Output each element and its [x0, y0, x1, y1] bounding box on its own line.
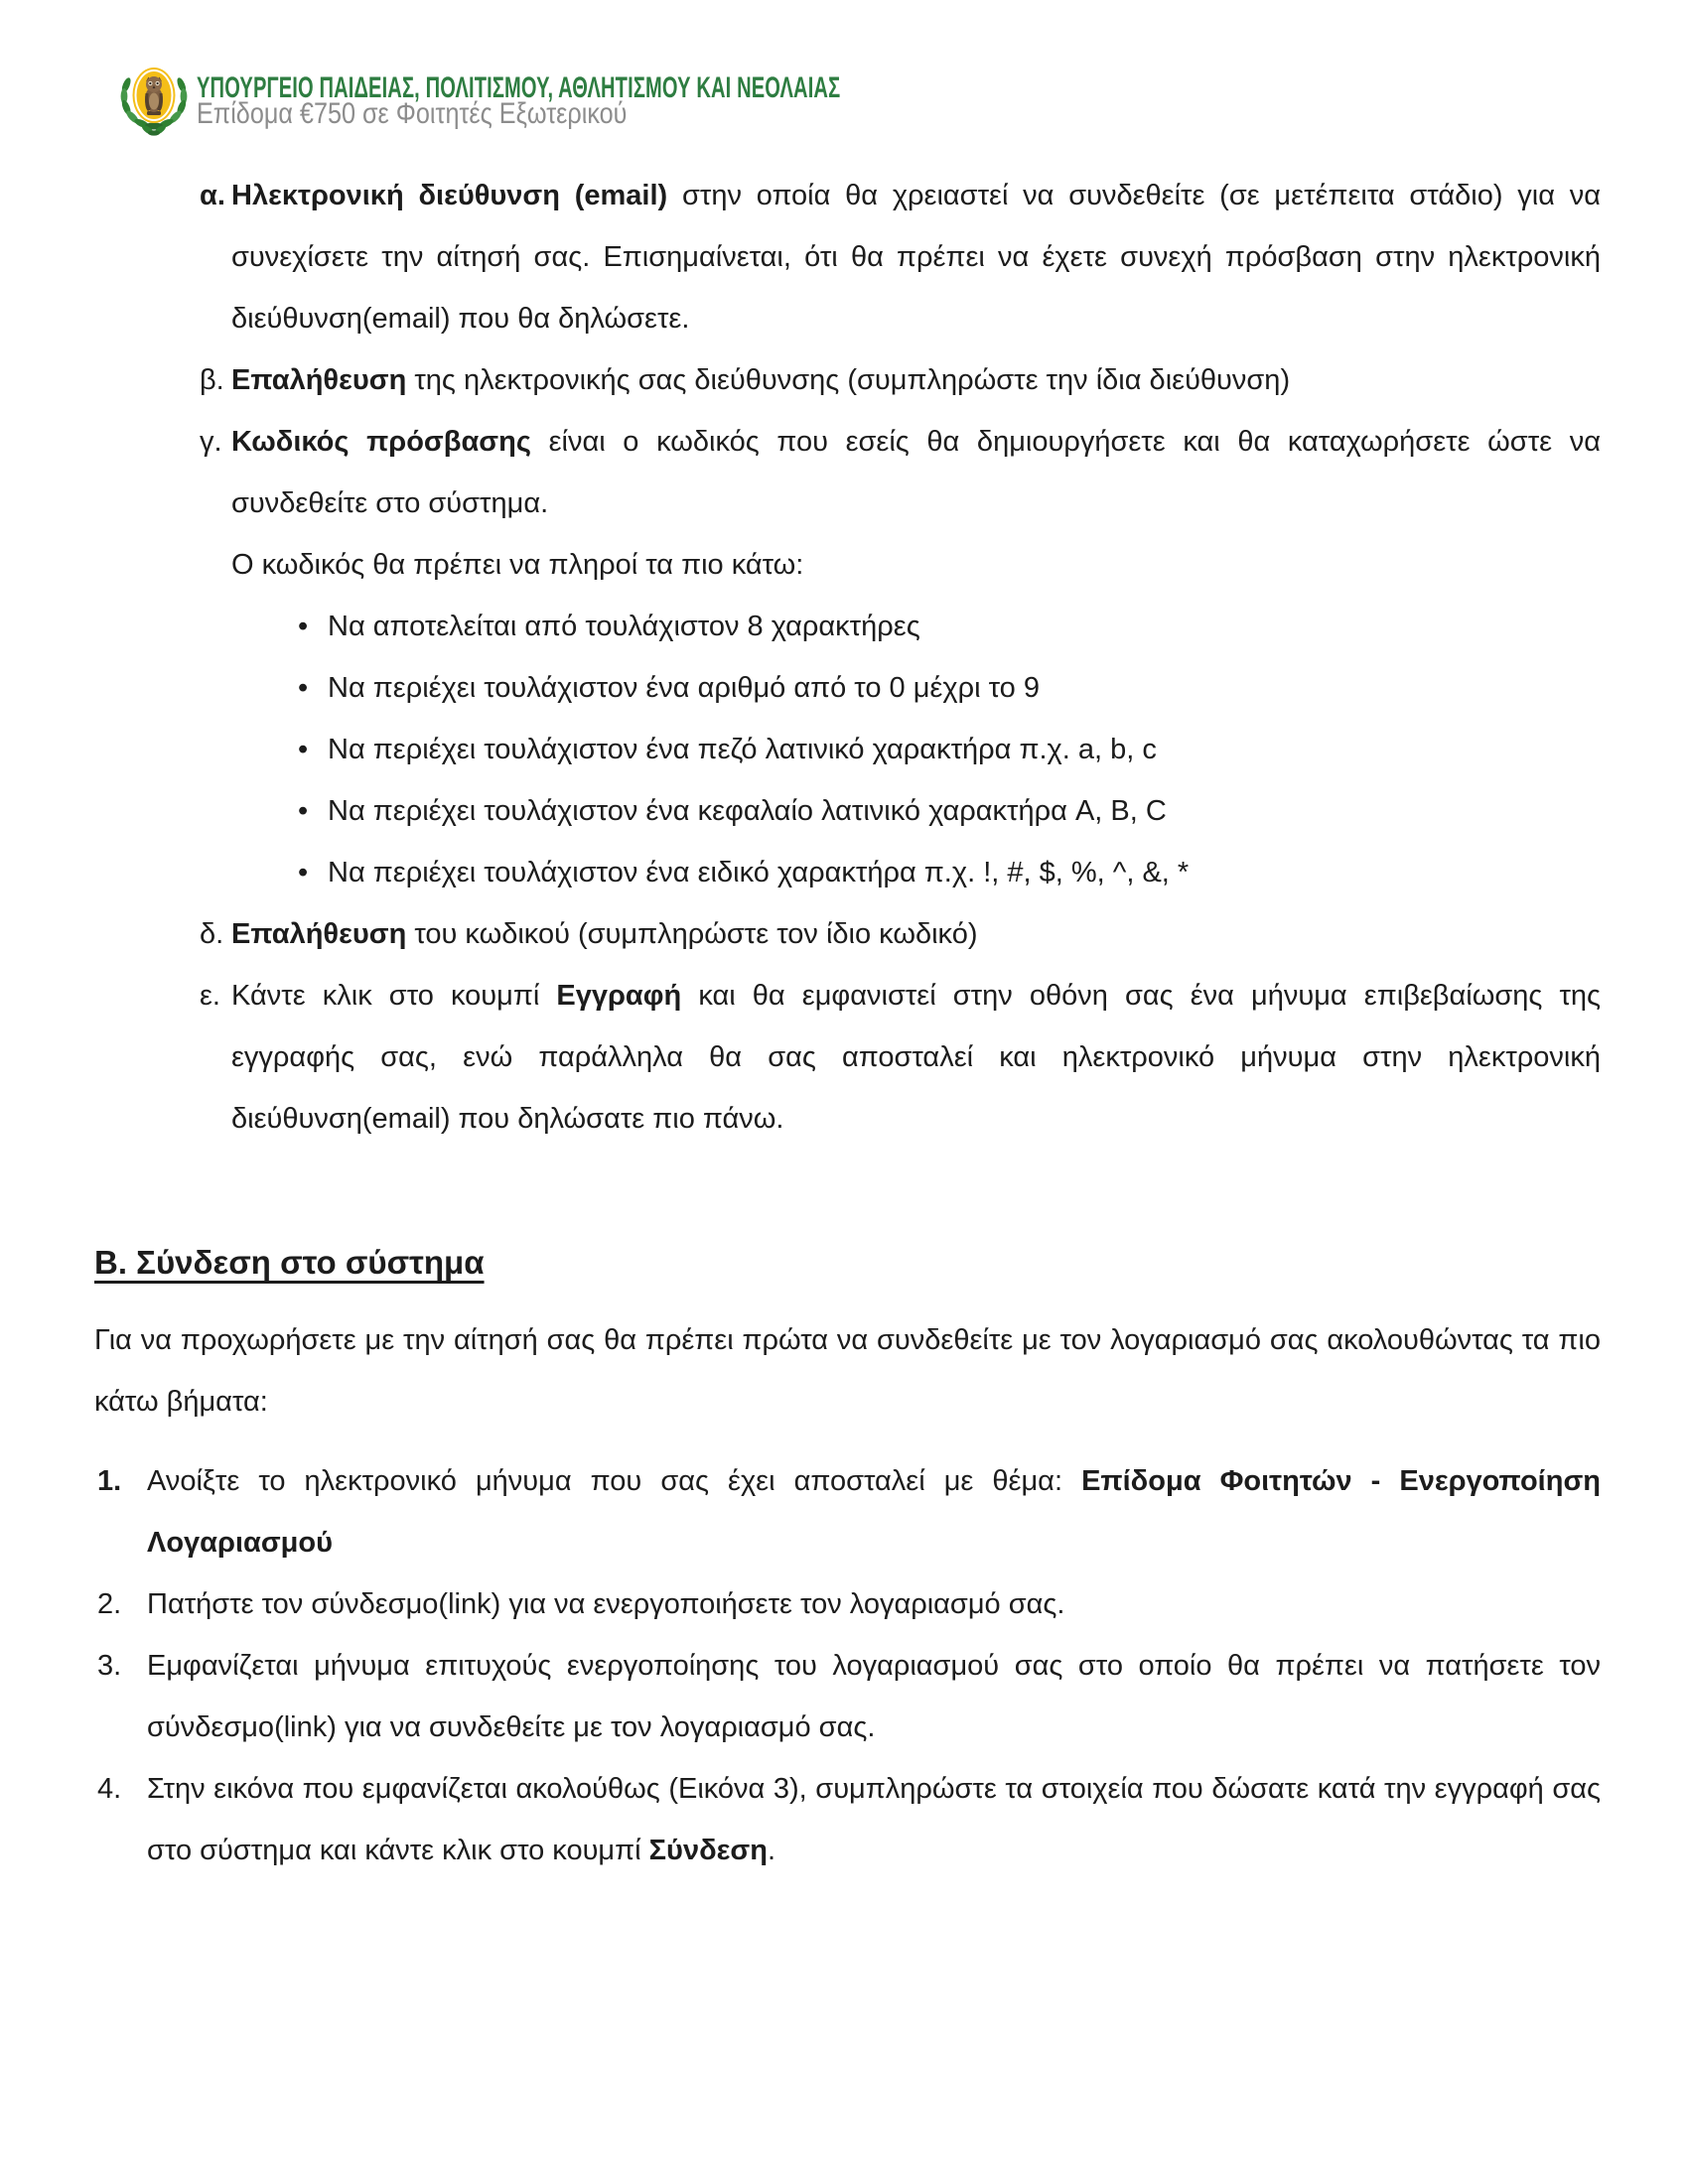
bullet-icon: •	[298, 611, 309, 642]
password-rule-text: Να περιέχει τουλάχιστον ένα ειδικό χαρακτήρα π.χ. !, #, $, %, ^, &, *	[328, 857, 1190, 888]
list-item-gamma	[94, 411, 1601, 534]
login-intro-paragraph: Για να προχωρήσετε με την αίτησή σας θα πρέπει πρώτα να συνδεθείτε με τον λογαριασμό σας ακολουθώντας τα πιο κάτω βήματα:	[94, 1324, 1601, 1418]
list-marker-epsilon: ε.	[200, 980, 220, 1012]
bullet-icon: •	[298, 795, 309, 827]
step-marker-1: 1.	[97, 1465, 122, 1497]
login-step-3	[94, 1635, 1601, 1758]
step-marker-2: 2.	[97, 1588, 122, 1620]
bullet-icon: •	[298, 672, 309, 704]
password-rule-item	[94, 780, 1601, 842]
section-heading-login: Β. Σύνδεση στο σύστημα	[94, 1244, 485, 1281]
bullet-icon: •	[298, 857, 309, 888]
step-marker-4: 4.	[97, 1773, 122, 1805]
password-rule-text: Να περιέχει τουλάχιστον ένα πεζό λατινικό χαρακτήρα π.χ. a, b, c	[328, 734, 1157, 765]
list-item-delta	[94, 903, 1601, 965]
list-item-alpha-text: Ηλεκτρονική διεύθυνση (email) στην οποία θα χρειαστεί να συνδεθείτε (σε μετέπειτα στάδιο) για να συνεχίσετε την αίτησή σας. Επισημαίνεται, ότι θα πρέπει να έχετε συνεχή πρόσβαση στην ηλεκτρονική διεύθυνση(email) που θα δηλώσετε.	[231, 180, 1601, 335]
login-step-1	[94, 1450, 1601, 1573]
list-item-beta-text: Επαλήθευση της ηλεκτρονικής σας διεύθυνσης (συμπληρώστε την ίδια διεύθυνση)	[231, 364, 1291, 396]
login-step-2-text: Πατήστε τον σύνδεσμο(link) για να ενεργοποιήσετε τον λογαριασμό σας.	[147, 1588, 1065, 1620]
list-item-gamma-text: Κωδικός πρόσβασης είναι ο κωδικός που εσείς θα δημιουργήσετε και θα καταχωρήσετε ώστε να συνδεθείτε στο σύστημα.	[231, 426, 1601, 519]
login-step-1-text: Ανοίξτε το ηλεκτρονικό μήνυμα που σας έχει αποσταλεί με θέμα: Επίδομα Φοιτητών - Ενεργοποίηση Λογαριασμού	[147, 1465, 1601, 1559]
list-marker-delta: δ.	[200, 918, 224, 950]
bullet-icon: •	[298, 734, 309, 765]
document-subtitle: Επίδομα €750 σε Φοιτητές Εξωτερικού	[197, 97, 628, 130]
password-rule-item	[94, 657, 1601, 719]
list-item-epsilon-text: Κάντε κλικ στο κουμπί Εγγραφή και θα εμφανιστεί στην οθόνη σας ένα μήνυμα επιβεβαίωσης της εγγραφής σας, ενώ παράλληλα θα σας αποσταλεί και ηλεκτρονικό μήνυμα στην ηλεκτρονική διεύθυνση(email) που δηλώσατε πιο πάνω.	[231, 980, 1602, 1135]
login-step-4-text: Στην εικόνα που εμφανίζεται ακολούθως (Εικόνα 3), συμπληρώστε τα στοιχεία που δώσατε κατά την εγγραφή σας στο σύστημα και κάντε κλικ στο κουμπί Σύνδεση.	[147, 1773, 1601, 1866]
password-rule-text: Να περιέχει τουλάχιστον ένα αριθμό από το 0 μέχρι το 9	[328, 672, 1040, 704]
login-step-2	[94, 1573, 1601, 1635]
list-item-beta	[94, 349, 1601, 411]
step-marker-3: 3.	[97, 1650, 122, 1682]
list-marker-beta: β.	[200, 364, 224, 396]
password-rule-item	[94, 596, 1601, 657]
password-rule-item	[94, 842, 1601, 903]
list-item-epsilon	[94, 965, 1601, 1150]
ministry-title: ΥΠΟΥΡΓΕΙΟ ΠΑΙΔΕΙΑΣ, ΠΟΛΙΤΙΣΜΟΥ, ΑΘΛΗΤΙΣΜΟΥ ΚΑΙ ΝΕΟΛΑΙΑΣ	[197, 71, 841, 104]
document-body	[94, 165, 1601, 1881]
password-rule-text: Να περιέχει τουλάχιστον ένα κεφαλαίο λατινικό χαρακτήρα A, B, C	[328, 795, 1167, 827]
owl-icon	[145, 76, 163, 115]
login-steps-list	[94, 1450, 1601, 1881]
login-step-3-text: Εμφανίζεται μήνυμα επιτυχούς ενεργοποίησης του λογαριασμού σας στο οποίο θα πρέπει να πατήσετε τον σύνδεσμο(link) για να συνδεθείτε με τον λογαριασμό σας.	[147, 1650, 1601, 1743]
password-rules-intro: Ο κωδικός θα πρέπει να πληροί τα πιο κάτω:	[231, 549, 804, 581]
login-step-4	[94, 1758, 1601, 1881]
password-rule-item	[94, 719, 1601, 780]
list-item-alpha	[94, 165, 1601, 349]
list-item-delta-text: Επαλήθευση του κωδικού (συμπληρώστε τον ίδιο κωδικό)	[231, 918, 978, 950]
ministry-emblem-icon	[118, 60, 190, 137]
list-marker-gamma: γ.	[200, 426, 222, 458]
password-rule-text: Να αποτελείται από τουλάχιστον 8 χαρακτήρες	[328, 611, 920, 642]
list-marker-alpha: α.	[200, 180, 225, 211]
password-rules-list	[94, 596, 1601, 903]
